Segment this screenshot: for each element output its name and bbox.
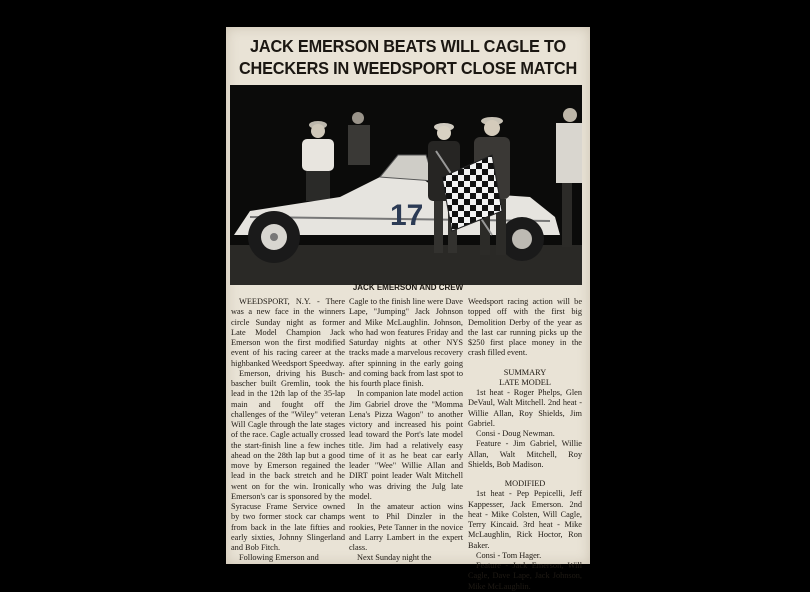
article-column-1 [231,297,345,564]
newspaper-clipping [226,27,590,591]
car-number: 17 [390,199,424,232]
headline [239,35,578,79]
result-line: Feature - Jack Emerson, Will Cagle, Dave Lape, Jack Johnson, Mike McLaughlin. [468,561,582,591]
race-photo [230,85,582,285]
result-line: 1st heat - Pep Pepicelli, Jeff Kappesser, Jack Emerson. 2nd heat - Mike Colsten, Will Cagle, Terry Kincaid. 3rd heat - Mike McLaughlin, Rick Hoctor, Ron Baker. [468,489,582,550]
modified-heading: MODIFIED [504,479,546,488]
result-line: Consi - Doug Newman. [476,429,555,438]
article-column-3 [468,297,582,592]
result-line: 1st heat - Roger Phelps, Glen DeVaul, Walt Mitchell. 2nd heat - Willie Allan, Roy Shields, Jim Gabriel. [468,388,582,428]
paragraph: Cagle to the finish line were Dave Lape, "Jumping" Jack Johnson and Mike McLaughlin. Johnson, who had won features Friday and Saturday nights at other NYS tracks made a marvelous recovery after spinning in the early going and coming back from last spot to his fourth place finish. [349,297,463,388]
article-column-2 [349,297,463,564]
summary-heading: SUMMARY [503,367,547,377]
paragraph: WEEDSPORT, N.Y. - There was a new face in the winners circle Sunday night as former Late Model Champion Jack Emerson won the first modified event of his racing career at the highbanked Weedsport Speedway. [231,297,345,368]
headline-line-1: JACK EMERSON BEATS WILL CAGLE TO [250,36,566,56]
race-car-crew-illustration [230,85,582,285]
headline-line-2: CHECKERS IN WEEDSPORT CLOSE MATCH [238,58,578,78]
paragraph: Next Sunday night the [357,553,432,563]
paragraph: In the amateur action wins went to Phil Dinzler in the rookies, Pete Tanner in the novice and Larry Lambert in the expert class. [349,502,463,552]
paragraph: Weedsport racing action will be topped off with the first big Demolition Derby of the year as the last car running picks up the $250 first place money in the crash filled event. [468,297,582,358]
paragraph: Emerson, driving his Busch-bascher built Gremlin, took the lead in the 12th lap of the 35-lap main and fought off the challenges of the "Wiley" veteran Will Cagle through the late stages of the race. Cagle actually crossed the start-finish line a few inches ahead on the 28th lap but a good move by Emerson regained the lead in the back stretch and he went on for the win. Ironically Emerson's car is sponsored by the Syracuse Frame Service owned by two former stock car champs from back in the late fifties and early sixties, Johnny Slingerland and Bob Fitch. [231,368,345,552]
paragraph: Following Emerson and [239,553,319,563]
result-line: Feature - Jim Gabriel, Willie Allan, Walt Mitchell, Roy Shields, Bob Madison. [468,439,582,469]
paragraph: In companion late model action Jim Gabriel drove the "Momma Lena's Pizza Wagon" to another victory and increased his point lead toward the Port's late model title. Jim had a relatively easy time of it as he beat car early leader "Wee" Willie Allan and DIRT point leader Walt Mitchell who was driving the Julg late model. [349,389,463,501]
photo-caption: JACK EMERSON AND CREW [352,283,464,292]
result-line: Consi - Tom Hager. [476,550,542,560]
late-model-heading: LATE MODEL [499,377,551,387]
